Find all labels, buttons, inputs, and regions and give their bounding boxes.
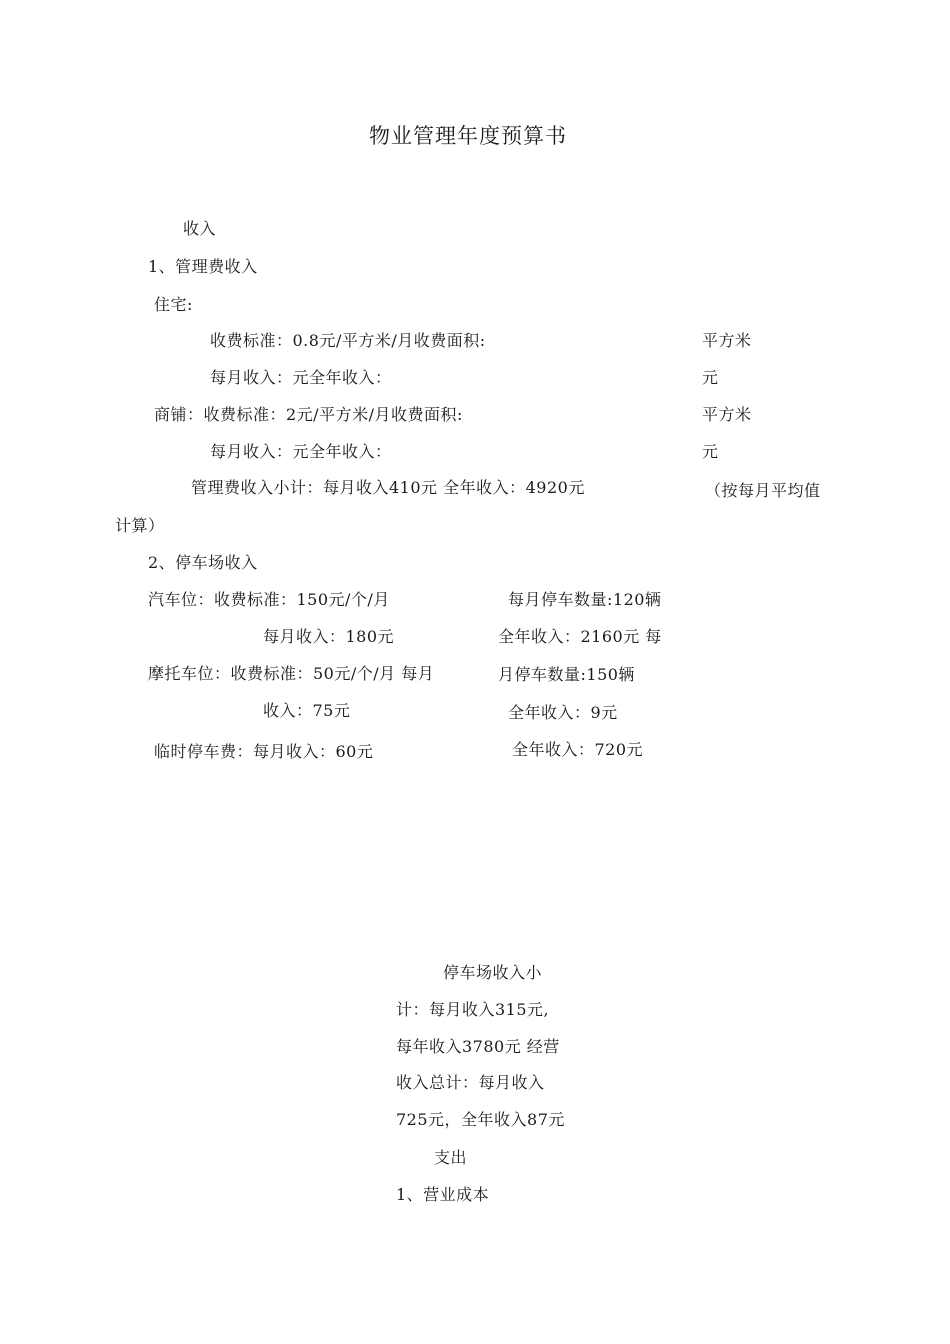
residential-area-unit: 平方米 (702, 331, 752, 350)
summary-line-5: 725元，全年收入87元 (396, 1110, 565, 1129)
parking-heading: 2、停车场收入 (148, 553, 258, 572)
mgmt-fee-heading: 1、管理费收入 (148, 257, 258, 276)
mgmt-subtotal-note-cont: 计算） (115, 516, 165, 535)
summary-line-2: 计：每月收入315元, (396, 1000, 550, 1019)
shop-standard: 商铺：收费标准：2元/平方米/月收费面积: (154, 405, 463, 424)
residential-label: 住宅: (154, 295, 193, 314)
moto-annual: 全年收入：9元 (508, 703, 618, 722)
moto-count: 月停车数量:150辆 (498, 665, 635, 684)
summary-line-4: 收入总计：每月收入 (396, 1073, 545, 1092)
residential-yuan-unit: 元 (702, 368, 719, 387)
car-annual: 全年收入：2160元 每 (498, 627, 662, 646)
shop-area-unit: 平方米 (702, 405, 752, 424)
car-standard: 汽车位：收费标准：150元/个/月 (148, 590, 390, 609)
shop-yuan-unit: 元 (702, 442, 719, 461)
moto-monthly: 收入：75元 (263, 701, 351, 720)
moto-standard: 摩托车位：收费标准：50元/个/月 每月 (148, 664, 435, 683)
shop-income: 每月收入：元全年收入： (210, 442, 392, 461)
temp-parking-monthly: 临时停车费：每月收入：60元 (154, 742, 374, 761)
summary-line-1: 停车场收入小 (443, 963, 543, 982)
mgmt-subtotal-note: （按每月平均值 (705, 481, 821, 500)
page-title: 物业管理年度预算书 (369, 124, 567, 148)
car-monthly: 每月收入：180元 (263, 627, 395, 646)
residential-standard: 收费标准：0.8元/平方米/月收费面积: (210, 331, 486, 350)
mgmt-subtotal: 管理费收入小计：每月收入410元 全年收入：4920元 (191, 478, 585, 497)
residential-income: 每月收入：元全年收入： (210, 368, 392, 387)
summary-line-3: 每年收入3780元 经营 (396, 1037, 560, 1056)
car-count: 每月停车数量:120辆 (508, 590, 662, 609)
expense-item-1: 1、营业成本 (396, 1185, 490, 1204)
income-heading: 收入 (183, 219, 217, 238)
temp-parking-annual: 全年收入：720元 (512, 740, 644, 759)
expense-heading: 支出 (434, 1148, 468, 1167)
